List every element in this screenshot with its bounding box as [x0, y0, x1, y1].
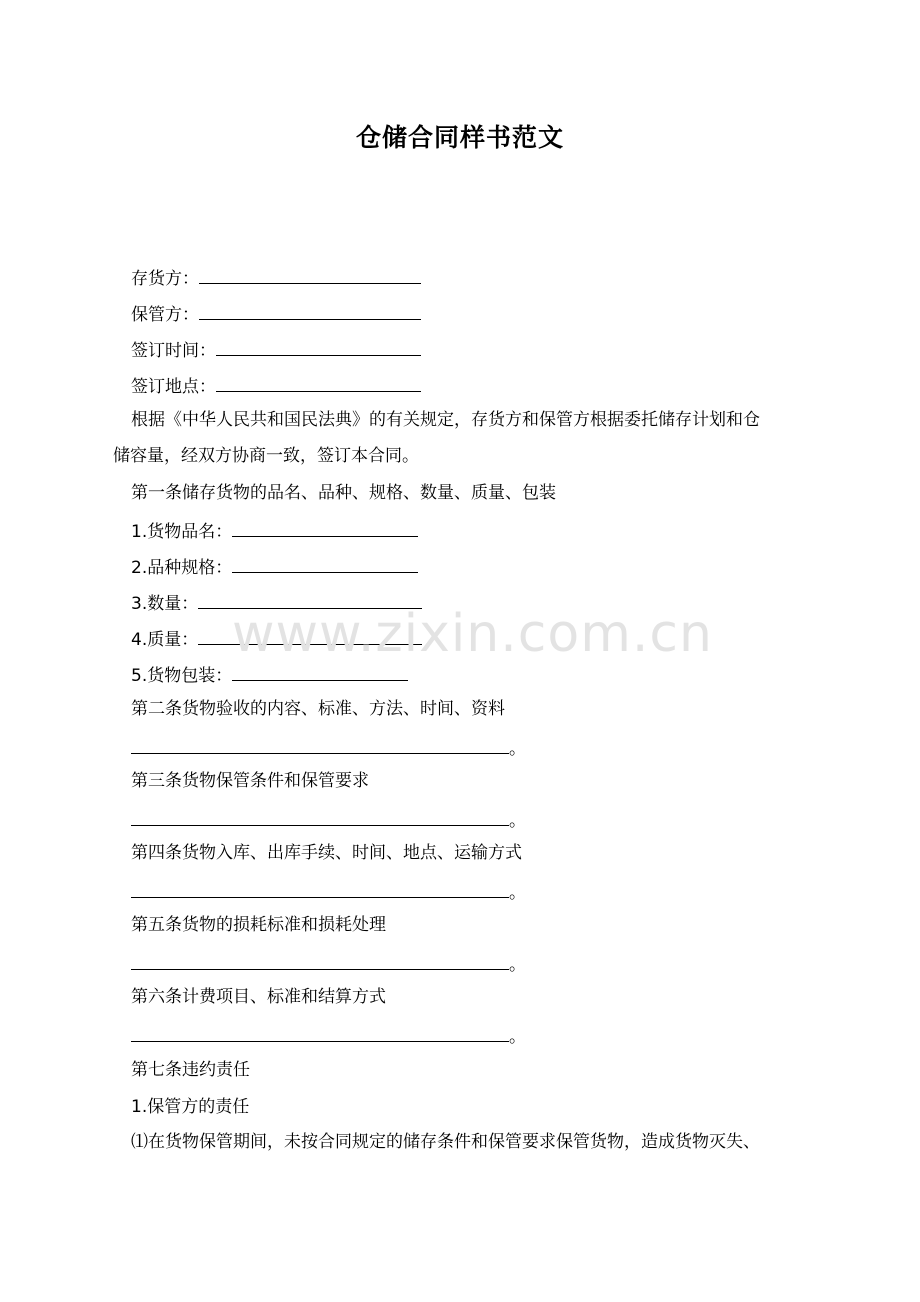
article-4-heading: 第四条货物入库、出库手续、时间、地点、运输方式 [131, 843, 522, 863]
goods-qty-line [131, 590, 422, 615]
sign-time-blank [216, 337, 421, 356]
goods-spec-line [131, 554, 418, 579]
article-4-blank [131, 879, 509, 898]
sign-place-line [131, 373, 421, 398]
article-4-end: 。 [509, 883, 526, 903]
custodian-label: 保管方： [131, 305, 199, 325]
goods-packing-blank [232, 662, 408, 681]
article-3-heading: 第三条货物保管条件和保管要求 [131, 771, 369, 791]
goods-name-label: 1.货物品名： [131, 522, 233, 542]
article-2-heading: 第二条货物验收的内容、标准、方法、时间、资料 [131, 699, 505, 719]
goods-spec-label: 2.品种规格： [131, 558, 233, 578]
intro-line-1: 根据《中华人民共和国民法典》的有关规定，存货方和保管方根据委托储存计划和仓 [131, 410, 760, 430]
article-6-end: 。 [509, 1027, 526, 1047]
sign-place-blank [216, 373, 421, 392]
article-3-fill-line [131, 807, 526, 832]
sign-time-line [131, 337, 421, 362]
intro-line-2: 储容量，经双方协商一致，签订本合同。 [113, 446, 419, 466]
article-5-end: 。 [509, 955, 526, 975]
depositor-blank [199, 265, 421, 284]
goods-quality-blank [198, 626, 422, 645]
goods-name-line [131, 518, 418, 543]
article-1-heading: 第一条储存货物的品名、品种、规格、数量、质量、包装 [131, 483, 556, 503]
sign-place-label: 签订地点： [131, 377, 216, 397]
article-3-end: 。 [509, 811, 526, 831]
article-5-fill-line [131, 951, 526, 976]
article-7-sub-1: 1.保管方的责任 [131, 1097, 250, 1117]
goods-qty-blank [198, 590, 422, 609]
goods-packing-line [131, 662, 408, 687]
article-6-heading: 第六条计费项目、标准和结算方式 [131, 987, 386, 1007]
article-3-blank [131, 807, 509, 826]
goods-quality-line [131, 626, 422, 651]
article-2-blank [131, 735, 509, 754]
custodian-blank [199, 301, 421, 320]
article-2-fill-line [131, 735, 526, 760]
watermark: www.zixin.com.cn [232, 604, 713, 664]
goods-packing-label: 5.货物包装： [131, 666, 233, 686]
article-5-blank [131, 951, 509, 970]
goods-name-blank [232, 518, 418, 537]
document-title: 仓储合同样书范文 [355, 123, 564, 152]
article-6-blank [131, 1023, 509, 1042]
goods-quality-label: 4.质量： [131, 630, 199, 650]
custodian-line [131, 301, 421, 326]
depositor-line [131, 265, 421, 290]
article-7-heading: 第七条违约责任 [131, 1060, 250, 1080]
article-5-heading: 第五条货物的损耗标准和损耗处理 [131, 915, 386, 935]
article-2-end: 。 [509, 739, 526, 759]
goods-spec-blank [232, 554, 418, 573]
depositor-label: 存货方： [131, 269, 199, 289]
article-4-fill-line [131, 879, 526, 904]
sign-time-label: 签订时间： [131, 341, 216, 361]
article-7-clause-1: ⑴在货物保管期间，未按合同规定的储存条件和保管要求保管货物，造成货物灭失、 [131, 1132, 760, 1152]
goods-qty-label: 3.数量： [131, 594, 199, 614]
article-6-fill-line [131, 1023, 526, 1048]
